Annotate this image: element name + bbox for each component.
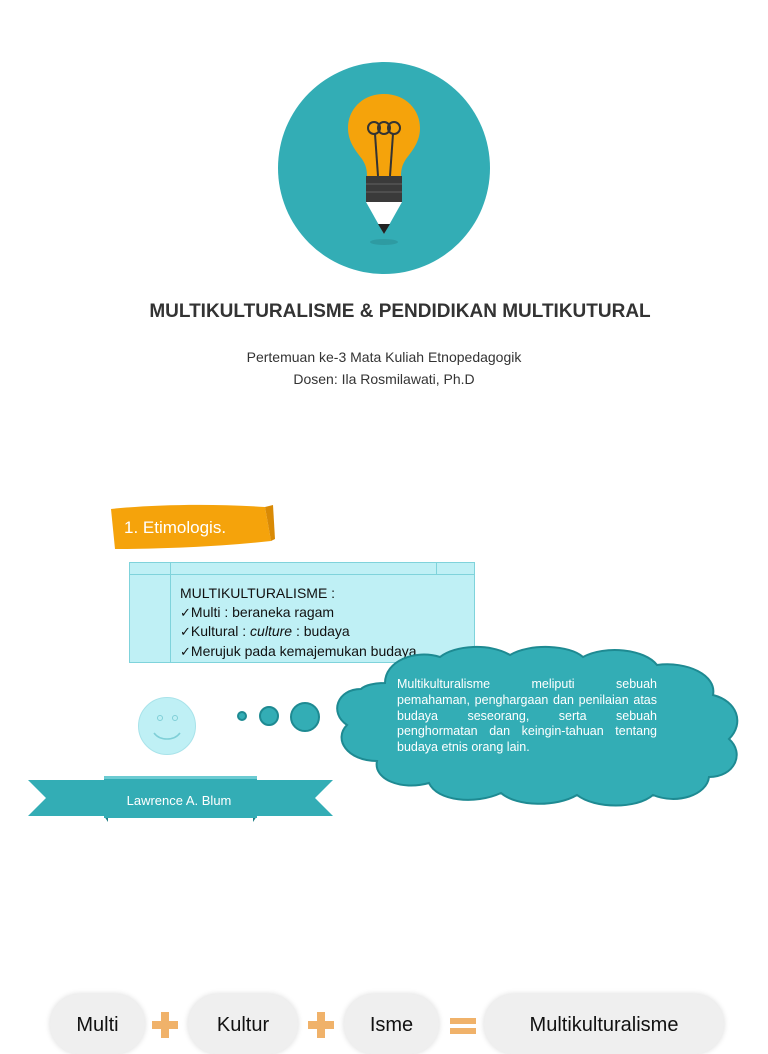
check-icon: ✓ — [180, 624, 191, 639]
term-pill-result: Multikulturalisme — [484, 994, 724, 1054]
definition-line-merujuk: ✓Merujuk pada kemajemukan budaya — [180, 642, 417, 659]
term-pill-isme: Isme — [344, 994, 439, 1054]
thought-dot-icon — [237, 711, 247, 721]
term-pill-multi: Multi — [50, 994, 145, 1054]
lecturer-subtitle: Dosen: Ila Rosmilawati, Ph.D — [293, 371, 475, 387]
plus-icon — [150, 1010, 180, 1040]
check-icon: ✓ — [180, 643, 191, 659]
section-tag-label: 1. Etimologis. — [124, 518, 227, 537]
thought-dot-icon — [259, 706, 279, 726]
definition-line-multi: ✓Multi : beraneka ragam — [180, 603, 335, 620]
thought-dot-icon — [290, 702, 320, 732]
check-icon: ✓ — [180, 604, 191, 620]
term-pill-kultur: Kultur — [188, 994, 298, 1054]
lightbulb-pencil-icon — [278, 62, 490, 274]
equals-icon — [448, 1010, 478, 1040]
logo-circle — [278, 62, 490, 274]
definition-heading: MULTIKULTURALISME : — [180, 585, 336, 601]
course-subtitle: Pertemuan ke-3 Mata Kuliah Etnopedagogik — [246, 349, 522, 365]
definition-line-kultural: ✓Kultural : culture : budaya — [180, 623, 350, 639]
smiley-face-icon — [138, 697, 196, 755]
page-title: MULTIKULTURALISME & PENDIDIKAN MULTIKUTURAL — [149, 301, 651, 322]
plus-icon — [306, 1010, 336, 1040]
author-name: Lawrence A. Blum — [126, 793, 232, 808]
quote-text: Multikulturalisme meliputi sebuah pemahaman, penghargaan dan penilaian atas budaya seseorang, serta sebuah penghormatan dan keingin-tahuan tentang budaya etnis orang lain. — [397, 677, 657, 755]
